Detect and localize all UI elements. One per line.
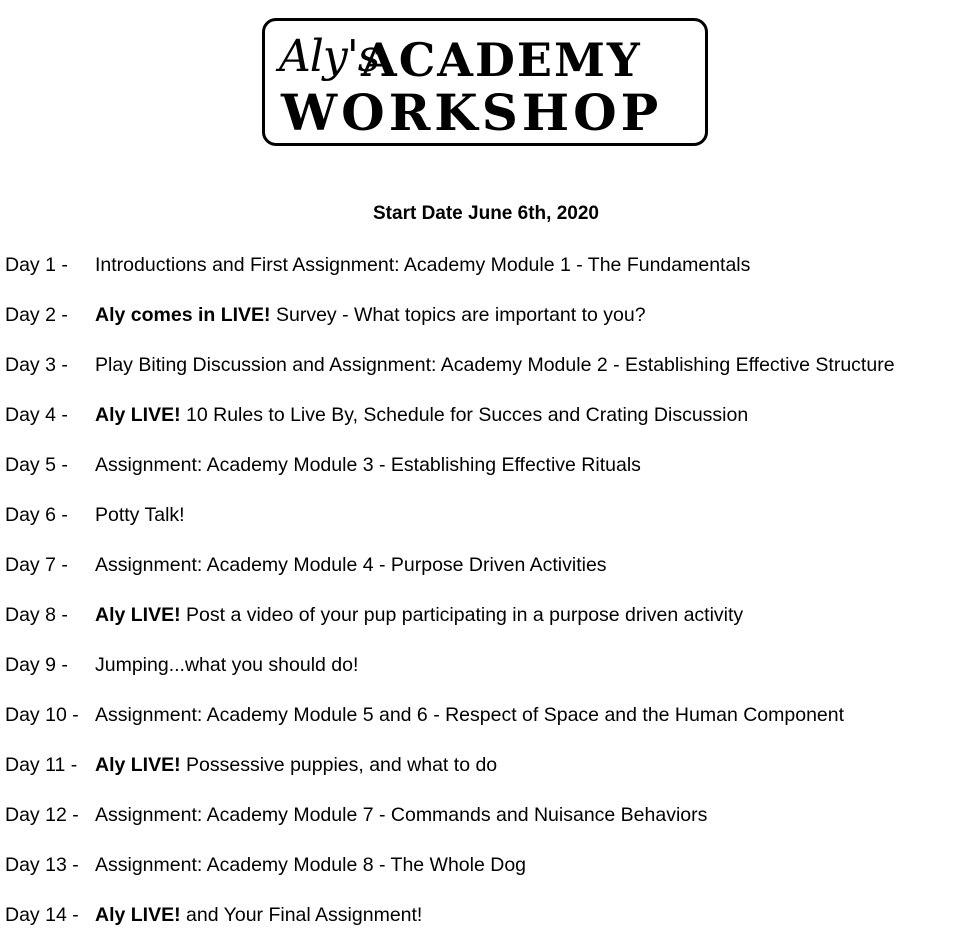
day-label: Day 10 - — [5, 704, 79, 726]
day-label: Day 1 - — [5, 254, 68, 276]
logo-workshop-text: WORKSHOP — [281, 83, 663, 142]
schedule-text: Assignment: Academy Module 4 - Purpose Driven Activities — [95, 554, 607, 576]
schedule-row — [5, 600, 895, 650]
live-label: Aly LIVE! — [95, 604, 181, 626]
schedule-text: Jumping...what you should do! — [95, 654, 359, 676]
schedule-row — [5, 650, 895, 700]
schedule-text: 10 Rules to Live By, Schedule for Succes and Crating Discussion — [180, 404, 749, 426]
schedule-row — [5, 450, 895, 500]
schedule-row — [5, 300, 895, 350]
schedule-text: Possessive puppies, and what to do — [180, 754, 498, 776]
schedule-list — [5, 250, 895, 950]
schedule-row — [5, 900, 895, 950]
day-label: Day 9 - — [5, 654, 68, 676]
day-label: Day 4 - — [5, 404, 68, 426]
live-label: Aly LIVE! — [95, 404, 181, 426]
live-label: Aly LIVE! — [95, 904, 181, 926]
day-label: Day 12 - — [5, 804, 79, 826]
live-label: Aly LIVE! — [95, 754, 181, 776]
day-label: Day 2 - — [5, 304, 68, 326]
day-label: Day 3 - — [5, 354, 68, 376]
schedule-text: Play Biting Discussion and Assignment: Academy Module 2 - Establishing Effective Structure — [95, 354, 895, 376]
day-label: Day 11 - — [5, 754, 78, 776]
schedule-text: Potty Talk! — [95, 504, 185, 526]
schedule-row — [5, 700, 895, 750]
schedule-text: Assignment: Academy Module 7 - Commands and Nuisance Behaviors — [95, 804, 708, 826]
workshop-logo — [262, 18, 708, 146]
schedule-text: Assignment: Academy Module 8 - The Whole Dog — [95, 854, 527, 876]
schedule-text: Assignment: Academy Module 5 and 6 - Respect of Space and the Human Component — [95, 704, 845, 726]
day-label: Day 14 - — [5, 904, 79, 926]
day-label: Day 8 - — [5, 604, 68, 626]
schedule-row — [5, 500, 895, 550]
live-label: Aly comes in LIVE! — [95, 304, 271, 326]
schedule-text: Post a video of your pup participating in a purpose driven activity — [180, 604, 744, 626]
schedule-row — [5, 800, 895, 850]
schedule-text: Survey - What topics are important to you? — [270, 304, 646, 326]
schedule-row — [5, 750, 895, 800]
schedule-text: Introductions and First Assignment: Academy Module 1 - The Fundamentals — [95, 254, 751, 276]
day-label: Day 6 - — [5, 504, 68, 526]
schedule-text: Assignment: Academy Module 3 - Establishing Effective Rituals — [95, 454, 641, 476]
schedule-text: and Your Final Assignment! — [180, 904, 423, 926]
schedule-row — [5, 850, 895, 900]
logo-academy-text: ACADEMY — [361, 33, 642, 87]
schedule-row — [5, 550, 895, 600]
logo-script-text: Aly's — [279, 31, 380, 82]
schedule-row — [5, 350, 895, 400]
day-label: Day 5 - — [5, 454, 68, 476]
day-label: Day 7 - — [5, 554, 68, 576]
schedule-row — [5, 400, 895, 450]
day-label: Day 13 - — [5, 854, 79, 876]
start-date: Start Date June 6th, 2020 — [373, 203, 599, 224]
schedule-row — [5, 250, 895, 300]
